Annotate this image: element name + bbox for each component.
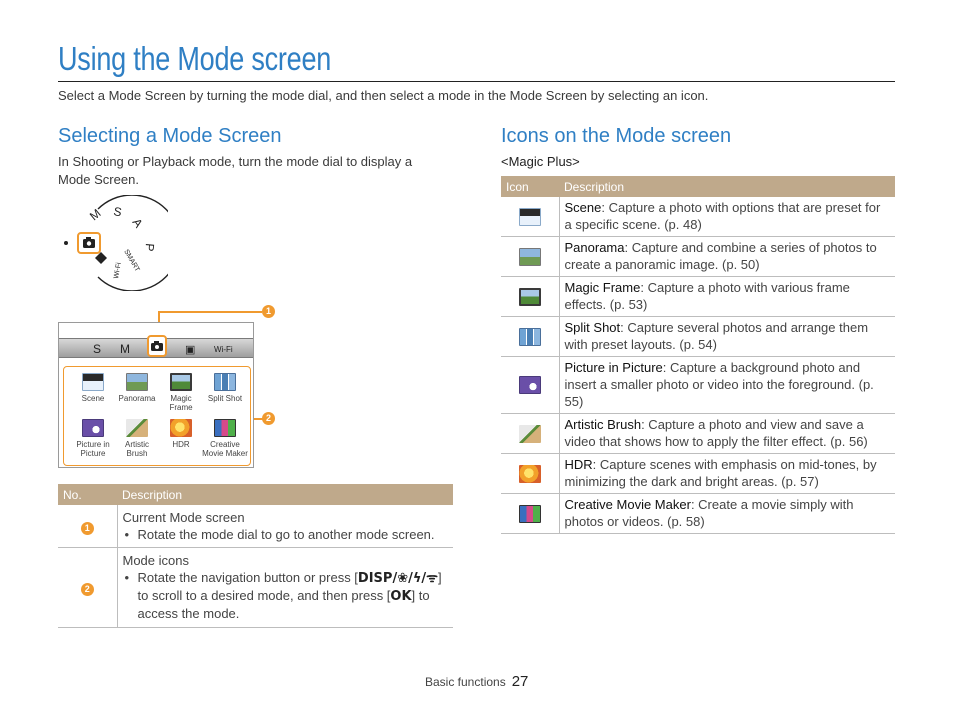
table-row xyxy=(501,454,895,494)
row-description-cell xyxy=(117,548,453,628)
magic-plus-icons-table xyxy=(501,176,895,534)
heading-icons-on-mode-screen: Icons on the Mode screen xyxy=(501,125,732,147)
icon-cell xyxy=(501,197,559,237)
mode-item-magic-frame xyxy=(158,373,204,412)
icon-cell xyxy=(501,277,559,317)
mode-screen-parts-table xyxy=(58,484,453,628)
table-row xyxy=(501,317,895,357)
table-row xyxy=(58,548,453,628)
col-header-description: Description xyxy=(117,484,453,505)
row-bullet: • Rotate the mode dial to go to another mode screen. xyxy=(123,526,448,543)
icon-cell xyxy=(501,317,559,357)
icon-cell xyxy=(501,357,559,414)
table-row xyxy=(58,505,453,548)
table-row xyxy=(501,237,895,277)
table-row xyxy=(501,357,895,414)
description-cell xyxy=(559,237,895,277)
description-cell xyxy=(559,277,895,317)
mode-description: : Capture a photo and view and save a video that shows how to apply the filter effect. (p. 56) xyxy=(564,417,868,449)
col-header-no: No. xyxy=(58,484,117,505)
split-shot-icon xyxy=(214,373,236,391)
creative-movie-maker-icon xyxy=(214,419,236,437)
mode-description: : Capture a photo with options that are preset for a specific scene. (p. 48) xyxy=(564,200,881,232)
mode-item-panorama xyxy=(114,373,160,403)
number-badge: 1 xyxy=(81,522,94,535)
magic-frame-icon xyxy=(519,288,541,306)
page-number: 27 xyxy=(511,673,529,690)
key-sequence: DISP/❀/ϟ/ᯤ xyxy=(357,571,439,586)
heading-selecting-mode-screen: Selecting a Mode Screen xyxy=(58,125,282,147)
icon-cell xyxy=(501,494,559,534)
table-row xyxy=(501,277,895,317)
row-number-cell xyxy=(58,505,117,548)
mode-item-label: Artistic Brush xyxy=(125,440,149,458)
split-shot-icon xyxy=(519,328,541,346)
scene-icon xyxy=(82,373,104,391)
row-title: Mode icons xyxy=(122,553,189,568)
mode-item-picture-in-picture xyxy=(70,419,116,458)
callout-1-line xyxy=(158,311,262,313)
row-description-cell xyxy=(117,505,453,548)
mode-icons-group xyxy=(63,366,251,466)
bullet-text-post: ] to access the mode. xyxy=(137,588,430,621)
panorama-icon xyxy=(126,373,148,391)
hdr-icon xyxy=(170,419,192,437)
dial-indicator-dot xyxy=(64,241,68,245)
description-cell xyxy=(559,454,895,494)
mode-item-creative-movie-maker xyxy=(202,419,248,458)
mode-item-label: Creative Movie Maker xyxy=(202,440,248,458)
bar-label-s: S xyxy=(93,342,102,356)
mode-item-label: Scene xyxy=(81,394,105,403)
col-header-description: Description xyxy=(559,176,895,197)
dial-label-smart: SMART xyxy=(122,248,141,274)
row-bullet xyxy=(123,569,448,622)
picture-in-picture-icon xyxy=(519,376,541,394)
dial-label-a: A xyxy=(129,215,146,231)
mode-name: Panorama xyxy=(564,240,625,255)
mode-name: Scene xyxy=(564,200,602,215)
bullet-text-pre: Rotate the navigation button or press [ xyxy=(137,570,358,585)
description-cell xyxy=(559,357,895,414)
magic-frame-icon xyxy=(170,373,192,391)
title-divider xyxy=(58,81,895,82)
row-number-cell xyxy=(58,548,117,628)
mode-name: Picture in Picture xyxy=(564,360,663,375)
bullet-text-mid: ] to scroll to a desired mode, and then press [ xyxy=(137,570,442,603)
col-header-icon: Icon xyxy=(501,176,559,197)
mode-item-label: HDR xyxy=(172,440,190,449)
left-intro-text: In Shooting or Playback mode, turn the mode dial to display a Mode Screen. xyxy=(58,154,413,187)
mode-item-label: Magic Frame xyxy=(169,394,193,412)
row-title: Current Mode screen xyxy=(122,510,245,525)
dial-label-m: M xyxy=(86,206,104,224)
page-footer xyxy=(425,673,528,690)
page-title: Using the Mode screen xyxy=(58,40,332,77)
mode-name: Magic Frame xyxy=(564,280,641,295)
dial-camera-highlight xyxy=(78,233,100,253)
panorama-icon xyxy=(519,248,541,266)
mode-name: Artistic Brush xyxy=(564,417,642,432)
artistic-brush-icon xyxy=(519,425,541,443)
mode-description: : Capture a photo with various frame effects. (p. 53) xyxy=(564,280,850,312)
callout-1-badge: 1 xyxy=(262,305,275,318)
bar-label-m: M xyxy=(120,342,130,356)
description-cell xyxy=(559,414,895,454)
bar-label-wifi: Wi-Fi xyxy=(214,345,233,354)
icon-cell xyxy=(501,414,559,454)
mode-item-label: Picture in Picture xyxy=(76,440,110,458)
description-cell xyxy=(559,317,895,357)
mode-name: Split Shot xyxy=(564,320,621,335)
mode-item-artistic-brush xyxy=(114,419,160,458)
ok-key: OK xyxy=(390,589,412,604)
footer-section: Basic functions xyxy=(425,675,506,689)
description-cell xyxy=(559,197,895,237)
mode-screen-camera-icon xyxy=(147,335,167,357)
table-row xyxy=(501,414,895,454)
magic-plus-label: <Magic Plus> xyxy=(501,154,580,169)
table-row xyxy=(501,494,895,534)
mode-name: HDR xyxy=(564,457,593,472)
mode-screen-illustration xyxy=(58,322,254,468)
number-badge: 2 xyxy=(81,583,94,596)
mode-item-label: Panorama xyxy=(118,394,156,403)
icon-cell xyxy=(501,237,559,277)
callout-2-badge: 2 xyxy=(262,412,275,425)
icon-cell xyxy=(501,454,559,494)
description-cell xyxy=(559,494,895,534)
mode-item-split-shot xyxy=(202,373,248,403)
bar-movie-icon: ▣ xyxy=(185,344,196,356)
mode-description: : Capture a background photo and insert a smaller photo or video into the foreground. (p. 55) xyxy=(564,360,874,409)
mode-description: : Capture scenes with emphasis on mid-tones, by minimizing the dark and bright areas. (p. 57) xyxy=(564,457,877,489)
mode-description: : Capture several photos and arrange them with preset layouts. (p. 54) xyxy=(564,320,869,352)
dial-label-wifi: Wi-Fi xyxy=(113,262,123,280)
mode-name: Creative Movie Maker xyxy=(564,497,691,512)
mode-item-hdr xyxy=(158,419,204,449)
mode-dial-illustration xyxy=(58,195,168,291)
mode-description: : Create a movie simply with photos or videos. (p. 58) xyxy=(564,497,854,529)
mode-item-label: Split Shot xyxy=(207,394,243,403)
artistic-brush-icon xyxy=(126,419,148,437)
mode-description: : Capture and combine a series of photos to create a panoramic image. (p. 50) xyxy=(564,240,877,272)
dial-label-p: P xyxy=(142,242,157,252)
hdr-icon xyxy=(519,465,541,483)
intro-text: Select a Mode Screen by turning the mode dial, and then select a mode in the Mode Screen by selecting an icon. xyxy=(58,88,709,103)
mode-item-scene xyxy=(70,373,116,403)
dial-label-s: S xyxy=(112,204,123,220)
table-row xyxy=(501,197,895,237)
creative-movie-maker-icon xyxy=(519,505,541,523)
scene-icon xyxy=(519,208,541,226)
picture-in-picture-icon xyxy=(82,419,104,437)
